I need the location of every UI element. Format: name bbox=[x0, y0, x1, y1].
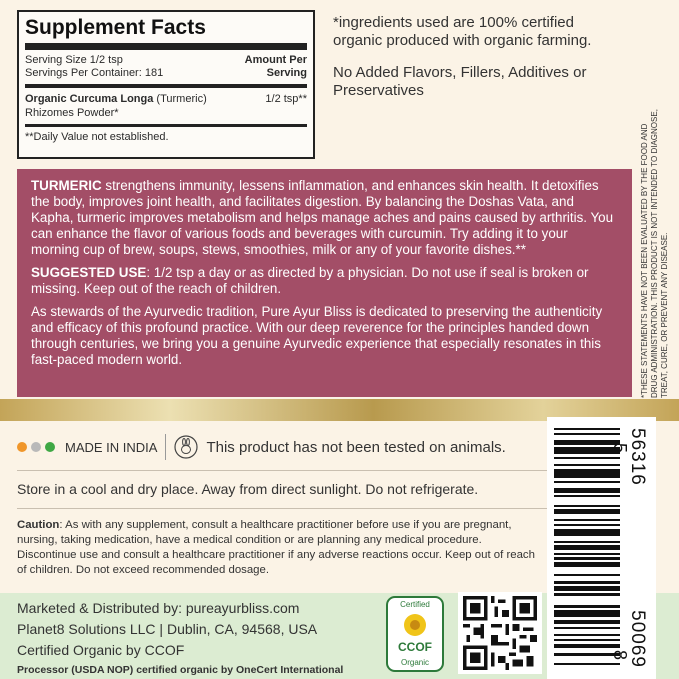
barcode-gap bbox=[554, 497, 620, 504]
barcode-gap bbox=[554, 567, 620, 574]
caution-text bbox=[17, 518, 537, 578]
ingredient-form: Rhizomes Powder* bbox=[25, 107, 119, 119]
company-address: Planet8 Solutions LLC | Dublin, CA, 94568, USA bbox=[17, 621, 318, 637]
storage-instructions: Store in a cool and dry place. Away from direct sunlight. Do not refrigerate. bbox=[17, 481, 479, 497]
qr-code-icon bbox=[462, 596, 538, 670]
barcode-bar bbox=[554, 529, 620, 536]
ingredient-common-name: (Turmeric) bbox=[156, 93, 207, 105]
facts-divider-bottom bbox=[25, 124, 307, 127]
serving-info-row bbox=[25, 54, 307, 80]
suggested-use-heading: SUGGESTED USE bbox=[31, 265, 147, 280]
divider-line bbox=[17, 508, 547, 509]
stewards-statement: As stewards of the Ayurvedic tradition, Pure Ayur Bliss is dedicated to preserving the authenticity and efficacy of this profound practice. With our deep reverence for the principles handed down through centuries, we bring you a genuine Ayurvedic experience that especially resonates in this fast-paced modern world. bbox=[31, 304, 603, 367]
product-notes bbox=[333, 14, 623, 100]
cruelty-free-bunny-icon bbox=[174, 435, 198, 459]
ingredient-name: Organic Curcuma Longa bbox=[25, 93, 154, 105]
barcode-left-group: 50069 bbox=[627, 610, 648, 668]
amount-per-serving-header: Amount Per Serving bbox=[244, 54, 307, 79]
turmeric-heading: TURMERIC bbox=[31, 178, 102, 193]
ingredient-row bbox=[25, 92, 307, 120]
servings-per-container: Servings Per Container: 181 bbox=[25, 67, 164, 79]
suggested-use-body: : 1/2 tsp a day or as directed by a physician. Do not use if seal is broken or missing. Keep out of the reach of children. bbox=[31, 265, 589, 296]
caution-label: Caution bbox=[17, 519, 60, 531]
badge-separator bbox=[165, 434, 166, 460]
divider-line bbox=[17, 470, 547, 471]
ccof-name-text: CCOF bbox=[398, 640, 432, 654]
serving-size: Serving Size 1/2 tsp bbox=[25, 54, 123, 66]
ccof-bottom-text: Organic bbox=[400, 658, 430, 667]
processor-certification: Processor (USDA NOP) certified organic by OneCert International bbox=[17, 664, 344, 676]
barcode-bar bbox=[554, 469, 620, 479]
marketed-by: Marketed & Distributed by: pureayurbliss.com bbox=[17, 600, 300, 616]
barcode-right-group: 56316 bbox=[627, 428, 648, 486]
barcode-system-digit: 5 bbox=[610, 443, 630, 454]
supplement-facts-panel bbox=[17, 10, 315, 159]
green-dot-icon bbox=[45, 442, 55, 452]
qr-code[interactable] bbox=[458, 592, 542, 674]
no-additives-note: No Added Flavors, Fillers, Additives or Preservatives bbox=[333, 64, 587, 99]
certified-organic-by: Certified Organic by CCOF bbox=[17, 642, 185, 658]
badges-row bbox=[17, 432, 506, 462]
barcode-check-digit: 8 bbox=[610, 650, 630, 661]
barcode-number bbox=[622, 428, 648, 668]
ccof-top-text: Certified bbox=[400, 600, 430, 609]
barcode-bars bbox=[554, 428, 620, 668]
description-panel bbox=[17, 169, 632, 397]
serving-info bbox=[25, 54, 163, 80]
facts-divider bbox=[25, 84, 307, 88]
barcode-bar bbox=[554, 610, 620, 617]
suggested-use bbox=[31, 265, 618, 297]
ingredient-description bbox=[25, 92, 207, 120]
supplement-facts-title: Supplement Facts bbox=[25, 16, 307, 50]
daily-value-note: **Daily Value not established. bbox=[25, 131, 169, 143]
made-in-india-label: MADE IN INDIA bbox=[65, 439, 158, 455]
fda-disclaimer: *THESE STATEMENTS HAVE NOT BEEN EVALUATED BY THE FOOD AND DRUG ADMINISTRATION. THIS PRODUCT IS NOT INTENDED TO DIAGNOSE, TREAT, CURE, OR PREVENT ANY DISEASE. bbox=[640, 109, 669, 398]
marketing-info bbox=[17, 598, 387, 678]
turmeric-description bbox=[31, 178, 618, 258]
white-dot-icon bbox=[31, 442, 41, 452]
organic-note: *ingredients used are 100% certified organic produced with organic farming. bbox=[333, 14, 592, 49]
orange-dot-icon bbox=[17, 442, 27, 452]
ingredient-amount: 1/2 tsp** bbox=[265, 93, 307, 105]
barcode-gap bbox=[554, 596, 620, 606]
turmeric-body: strengthens immunity, lessens inflammation, and enhances skin health. It detoxifies the body, improves joint health, and facilitates digestion. By balancing the Doshas Vata, and Kapha, turmeric improves metabolism and helps manage aches and pains caused by arthritis. You can enhance the flavor of various foods and beverages with curcumin. Try adding it to your morning cup of brew, soups, stews, smoothies, milk or any of your favorite dishes.** bbox=[31, 178, 614, 257]
ccof-organic-seal bbox=[385, 593, 445, 675]
barcode-gap bbox=[554, 665, 620, 667]
caution-body: : As with any supplement, consult a healthcare practitioner before use if you are pregnant, nursing, taking medication, have a medical condition or are planning any medical procedure. Discontinue use and consult a healthcare practitioner if any adverse reactions occur. Keep out of reach of children. Do not exceed recommended dosage. bbox=[17, 519, 535, 576]
not-tested-on-animals: This product has not been tested on animals. bbox=[206, 438, 506, 456]
